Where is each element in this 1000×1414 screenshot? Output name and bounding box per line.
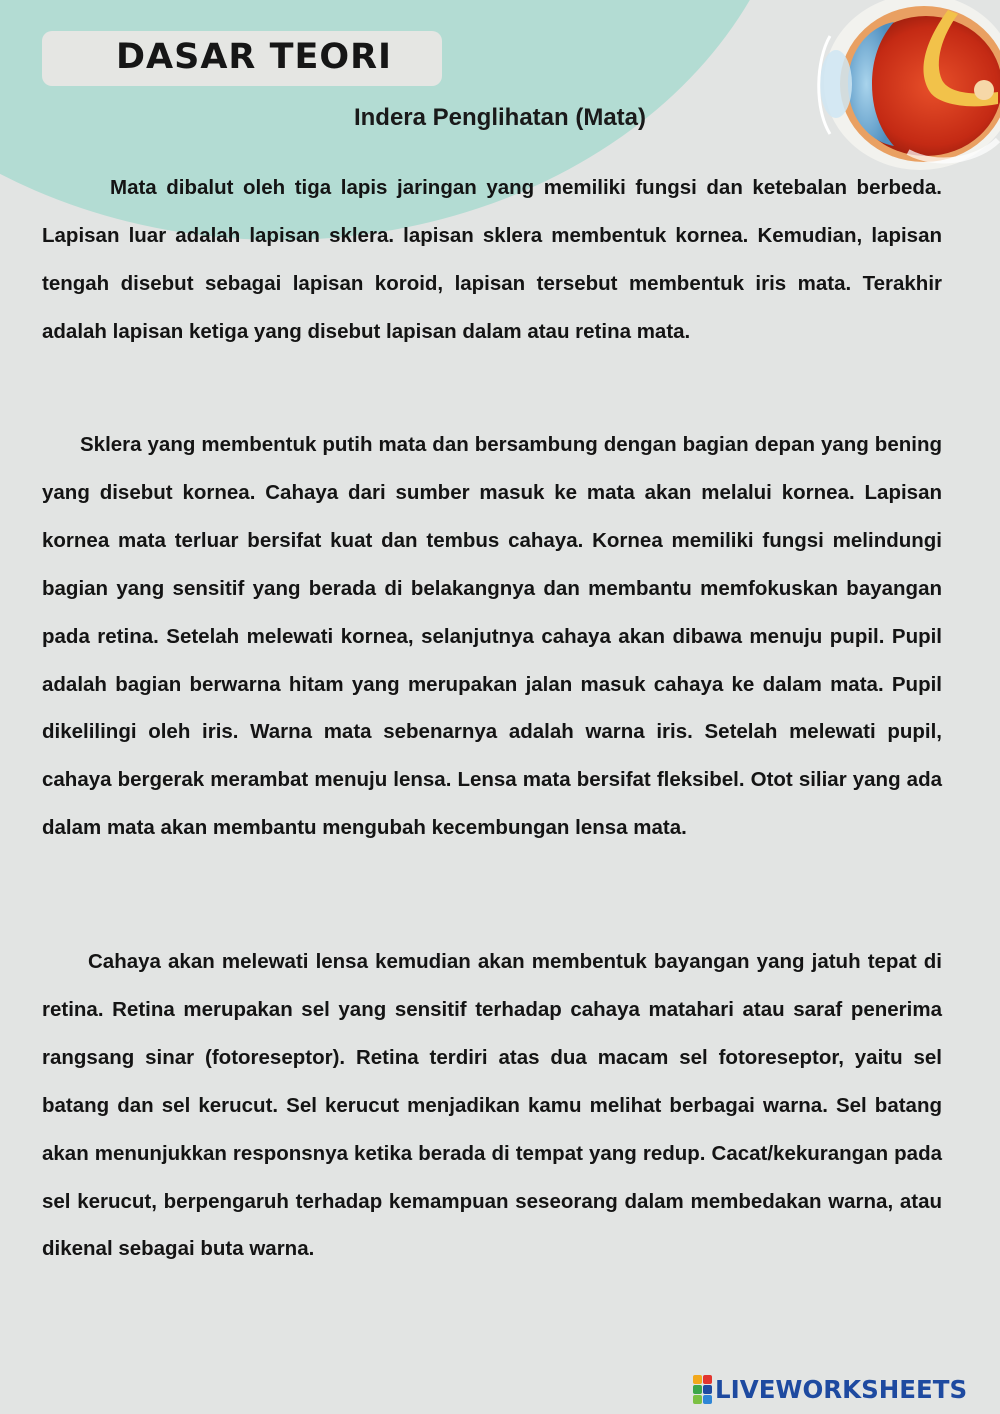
title-box <box>42 31 442 86</box>
eyeball-cross-section-icon <box>808 0 1000 172</box>
page-subtitle: Indera Penglihatan (Mata) <box>353 104 647 131</box>
liveworksheets-logo-icon <box>693 1375 712 1404</box>
paragraph-layers: Mata dibalut oleh tiga lapis jaringan yang memiliki fungsi dan ketebalan berbeda. Lapisan luar adalah lapisan sklera. lapisan sklera membentuk kornea. Kemudian, lapisan tengah disebut sebagai lapisan koroid, lapisan tersebut membentuk iris mata. Terakhir adalah lapisan ketiga yang disebut lapisan dalam atau retina mata. <box>42 176 942 343</box>
paragraph-retina: Cahaya akan melewati lensa kemudian akan membentuk bayangan yang jatuh tepat di retina. Retina merupakan sel yang sensitif terhadap cahaya matahari atau saraf penerima rangsang sinar (fotoreseptor). Retina terdiri atas dua macam sel fotoreseptor, yaitu sel batang dan sel kerucut. Sel kerucut menjadikan kamu melihat berbagai warna. Sel batang akan menunjukkan responsnya ketika berada di tempat yang redup. Cacat/kekurangan pada sel kerucut, berpengaruh terhadap kemampuan seseorang dalam membedakan warna, atau dikenal sebagai buta warna. <box>42 950 942 1261</box>
brand-footer <box>693 1372 967 1406</box>
brand-name: LIVEWORKSHEETS <box>715 1374 968 1404</box>
page-title: DASAR TEORI <box>116 37 393 77</box>
paragraph-light-path: Sklera yang membentuk putih mata dan bersambung dengan bagian depan yang bening yang disebut kornea. Cahaya dari sumber masuk ke mata akan melalui kornea. Lapisan kornea mata terluar bersifat kuat dan tembus cahaya. Kornea memiliki fungsi melindungi bagian yang sensitif yang berada di belakangnya dan membantu memfokuskan bayangan pada retina. Setelah melewati kornea, selanjutnya cahaya akan dibawa menuju pupil. Pupil adalah bagian berwarna hitam yang merupakan jalan masuk cahaya ke dalam mata. Pupil dikelilingi oleh iris. Warna mata sebenarnya adalah warna iris. Setelah melewati pupil, cahaya bergerak merambat menuju lensa. Lensa mata bersifat fleksibel. Otot siliar yang ada dalam mata akan membantu mengubah kecembungan lensa mata. <box>42 433 942 840</box>
